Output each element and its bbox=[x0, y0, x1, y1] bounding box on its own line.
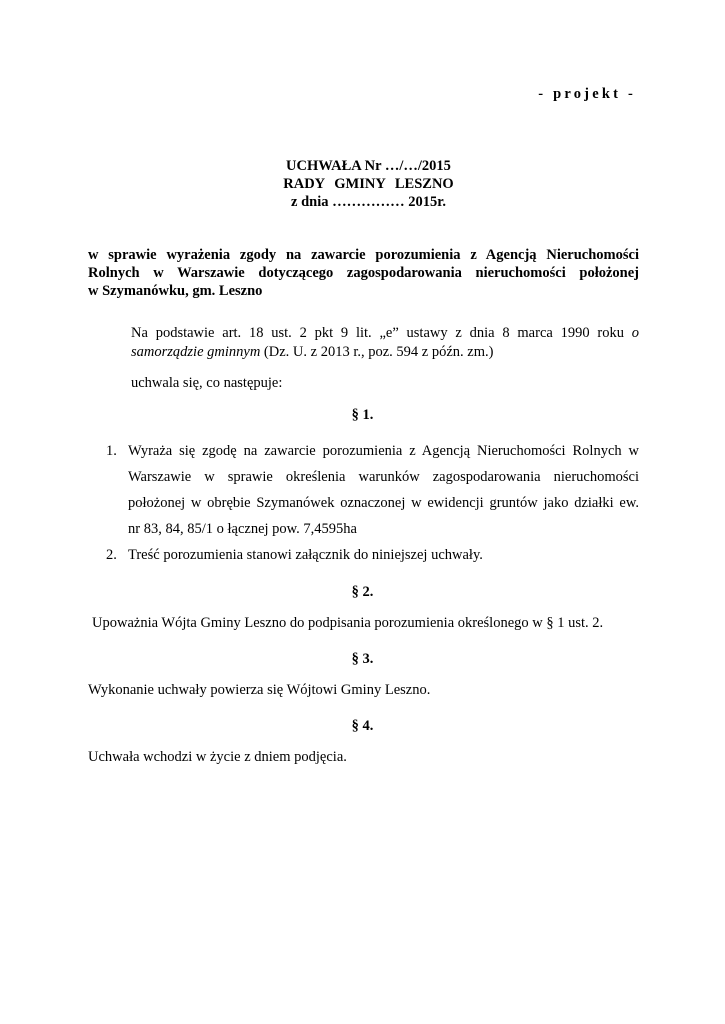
section-4-heading: § 4. bbox=[351, 718, 374, 734]
act-name: o samorządzie gminnym bbox=[131, 325, 639, 360]
section-4-text: Uchwała wchodzi w życie z dniem podjęcia. bbox=[88, 749, 347, 765]
section-1-heading: § 1. bbox=[351, 407, 374, 423]
section-2-text: Upoważnia Wójta Gminy Leszno do podpisania porozumienia określonego w § 1 ust. 2. bbox=[92, 615, 604, 631]
list-item-line: Wyraża się zgodę na zawarcie porozumienia z Agencją Nieruchomości Rolnych w bbox=[128, 443, 639, 459]
draft-label: - projekt - bbox=[538, 86, 636, 102]
legal-basis-text: Na podstawie art. 18 ust. 2 pkt 9 lit. „e” ustawy z dnia 8 marca 1990 roku bbox=[131, 325, 632, 341]
section-3-heading: § 3. bbox=[351, 651, 374, 667]
section-3-text: Wykonanie uchwały powierza się Wójtowi Gminy Leszno. bbox=[88, 682, 431, 698]
list-item-line: nr 83, 84, 85/1 o łącznej pow. 7,4595ha bbox=[128, 521, 357, 537]
resolution-subject bbox=[88, 246, 639, 300]
resolution-date: z dnia …………… 2015r. bbox=[291, 194, 446, 210]
list-item bbox=[106, 542, 639, 568]
section-2-heading: § 2. bbox=[351, 584, 374, 600]
legal-basis-paragraph bbox=[88, 324, 639, 362]
list-item-line: Warszawie w sprawie określenia warunków zagospodarowania nieruchomości bbox=[128, 469, 639, 485]
list-item-number: 2. bbox=[106, 547, 117, 563]
subject-line: w Szymanówku, gm. Leszno bbox=[88, 283, 263, 299]
resolution-title bbox=[0, 157, 725, 211]
legal-basis-citation: (Dz. U. z 2013 r., poz. 594 z późn. zm.) bbox=[260, 344, 494, 360]
council-name: RADY GMINY LESZNO bbox=[283, 176, 454, 192]
list-item-line: położonej w obrębie Szymanówek oznaczonej w ewidencji gruntów jako działki ew. bbox=[128, 495, 639, 511]
resolves-line: uchwala się, co następuje: bbox=[131, 375, 283, 391]
subject-line: Rolnych w Warszawie dotyczącego zagospodarowania nieruchomości położonej bbox=[88, 265, 639, 281]
list-item bbox=[106, 438, 639, 542]
section-1-list bbox=[106, 438, 639, 568]
subject-line: w sprawie wyrażenia zgody na zawarcie porozumienia z Agencją Nieruchomości bbox=[88, 247, 639, 263]
list-item-line: Treść porozumienia stanowi załącznik do niniejszej uchwały. bbox=[128, 547, 483, 563]
list-item-number: 1. bbox=[106, 443, 117, 459]
resolution-number: UCHWAŁA Nr …/…/2015 bbox=[286, 158, 451, 174]
